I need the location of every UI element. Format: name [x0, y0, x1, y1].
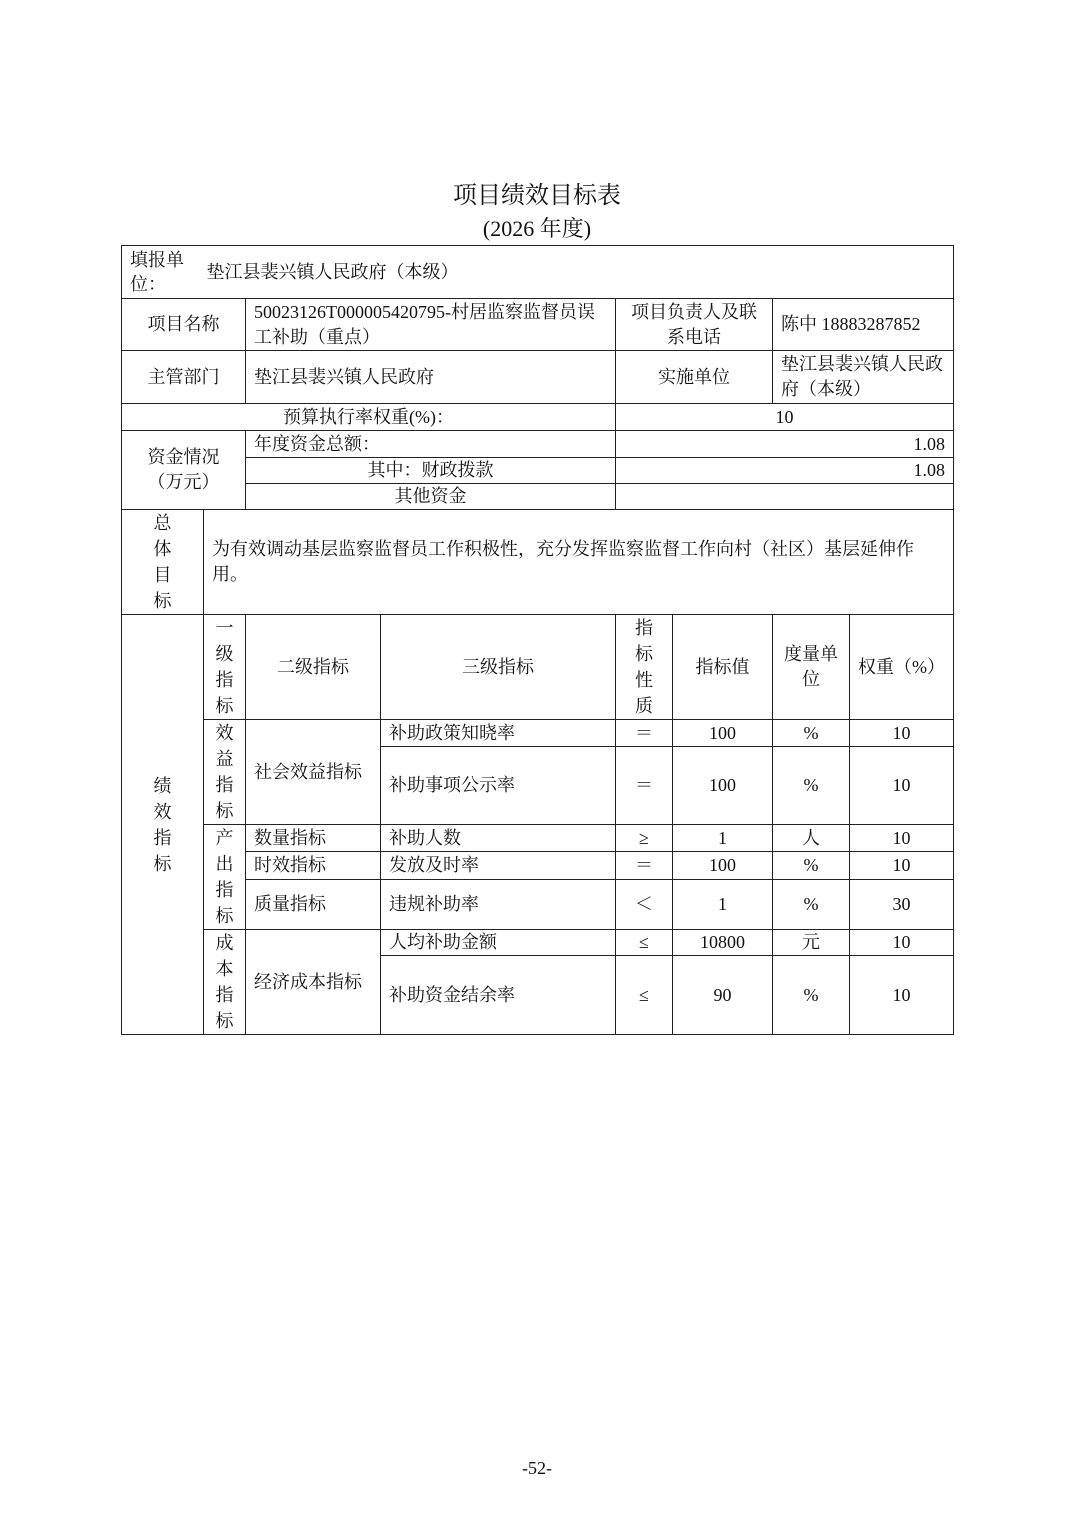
indicator-header-cell: 度量单位 — [773, 615, 850, 720]
indicator-unit: 元 — [773, 930, 850, 956]
indicator-value: 100 — [673, 747, 773, 825]
indicator-row — [122, 825, 954, 852]
indicator-value: 10800 — [673, 930, 773, 956]
level2-indicator: 社会效益指标 — [246, 720, 381, 825]
other-funds-label: 其他资金 — [246, 484, 616, 510]
indicator-weight: 10 — [850, 852, 954, 879]
indicator-header-cell: 权重（%） — [850, 615, 954, 720]
page-title: 项目绩效目标表 — [453, 183, 621, 209]
level3-indicator: 违规补助率 — [381, 879, 616, 930]
fiscal-funds-value: 1.08 — [616, 458, 954, 484]
level3-indicator: 补助资金结余率 — [381, 956, 616, 1035]
level2-indicator: 质量指标 — [246, 879, 381, 930]
goal-label-cell — [122, 510, 204, 615]
indicator-value: 100 — [673, 720, 773, 747]
indicator-unit: % — [773, 956, 850, 1035]
impl-label: 实施单位 — [616, 351, 773, 404]
indicator-nature: ＝ — [616, 852, 673, 879]
indicator-value: 100 — [673, 852, 773, 879]
indicator-row — [122, 930, 954, 956]
indicator-header: 一级指标 — [215, 618, 234, 716]
budget-weight-label: 预算执行率权重(%)： — [122, 404, 616, 431]
level1-indicator-cell — [204, 720, 246, 825]
level3-indicator: 发放及时率 — [381, 852, 616, 879]
indicator-unit: % — [773, 747, 850, 825]
level3-indicator: 补助事项公示率 — [381, 747, 616, 825]
manager-label: 项目负责人及联系电话 — [616, 299, 773, 351]
indicator-nature: ＝ — [616, 720, 673, 747]
total-funds-value: 1.08 — [616, 431, 954, 458]
indicator-nature: ≤ — [616, 956, 673, 1035]
level1-indicator: 效益指标 — [215, 723, 234, 821]
goal-value: 为有效调动基层监察监督员工作积极性，充分发挥监察监督工作向村（社区）基层延伸作用。 — [204, 510, 954, 615]
project-name-value: 50023126T000005420795-村居监察监督员误工补助（重点） — [246, 299, 616, 351]
unit-row — [122, 246, 954, 299]
goal-label: 总体目标 — [153, 513, 172, 611]
level1-indicator-cell — [204, 930, 246, 1035]
indicator-weight: 10 — [850, 747, 954, 825]
level1-indicator: 产出指标 — [215, 828, 234, 926]
total-funds-label: 年度资金总额： — [246, 431, 616, 458]
indicator-header-cell — [616, 615, 673, 720]
level2-indicator: 经济成本指标 — [246, 930, 381, 1035]
indicator-nature: ＜ — [616, 879, 673, 930]
level1-indicator: 成本指标 — [215, 933, 234, 1031]
indicators-section-cell — [122, 615, 204, 1035]
performance-table — [121, 245, 954, 1035]
indicator-nature: ≤ — [616, 930, 673, 956]
level2-indicator: 时效指标 — [246, 852, 381, 879]
indicator-value: 90 — [673, 956, 773, 1035]
indicator-value: 1 — [673, 825, 773, 852]
level3-indicator: 人均补助金额 — [381, 930, 616, 956]
indicator-header: 指标性质 — [634, 618, 653, 716]
indicator-header-cell: 指标值 — [673, 615, 773, 720]
level3-indicator: 补助人数 — [381, 825, 616, 852]
fiscal-funds-label: 其中：财政拨款 — [246, 458, 616, 484]
level2-indicator: 数量指标 — [246, 825, 381, 852]
indicators-section-label: 绩效指标 — [153, 775, 172, 874]
indicator-unit: % — [773, 852, 850, 879]
indicator-nature: ≥ — [616, 825, 673, 852]
page-subtitle: (2026 年度) — [482, 216, 592, 241]
indicator-unit: % — [773, 720, 850, 747]
indicator-weight: 10 — [850, 930, 954, 956]
indicator-unit: 人 — [773, 825, 850, 852]
impl-value: 垫江县裴兴镇人民政府（本级） — [773, 351, 954, 404]
indicator-header-cell: 二级指标 — [246, 615, 381, 720]
indicator-nature: ＝ — [616, 747, 673, 825]
indicator-weight: 10 — [850, 825, 954, 852]
indicator-weight: 10 — [850, 956, 954, 1035]
level3-indicator: 补助政策知晓率 — [381, 720, 616, 747]
indicator-row — [122, 720, 954, 747]
project-name-label: 项目名称 — [122, 299, 246, 351]
indicator-header-cell — [204, 615, 246, 720]
indicator-weight: 30 — [850, 879, 954, 930]
unit-label: 填报单位： — [130, 250, 184, 294]
unit-value: 垫江县裴兴镇人民政府（本级） — [206, 261, 459, 282]
indicator-header-cell: 三级指标 — [381, 615, 616, 720]
dept-value: 垫江县裴兴镇人民政府 — [246, 351, 616, 404]
manager-value: 陈中 18883287852 — [773, 299, 954, 351]
funds-label: 资金情况（万元） — [122, 431, 246, 510]
level1-indicator-cell — [204, 825, 246, 930]
indicator-value: 1 — [673, 879, 773, 930]
page-number: -52- — [522, 1458, 552, 1478]
indicator-row — [122, 879, 954, 930]
indicator-row — [122, 852, 954, 879]
budget-weight-value: 10 — [616, 404, 954, 431]
indicator-unit: % — [773, 879, 850, 930]
dept-label: 主管部门 — [122, 351, 246, 404]
other-funds-value — [616, 484, 954, 510]
indicator-weight: 10 — [850, 720, 954, 747]
